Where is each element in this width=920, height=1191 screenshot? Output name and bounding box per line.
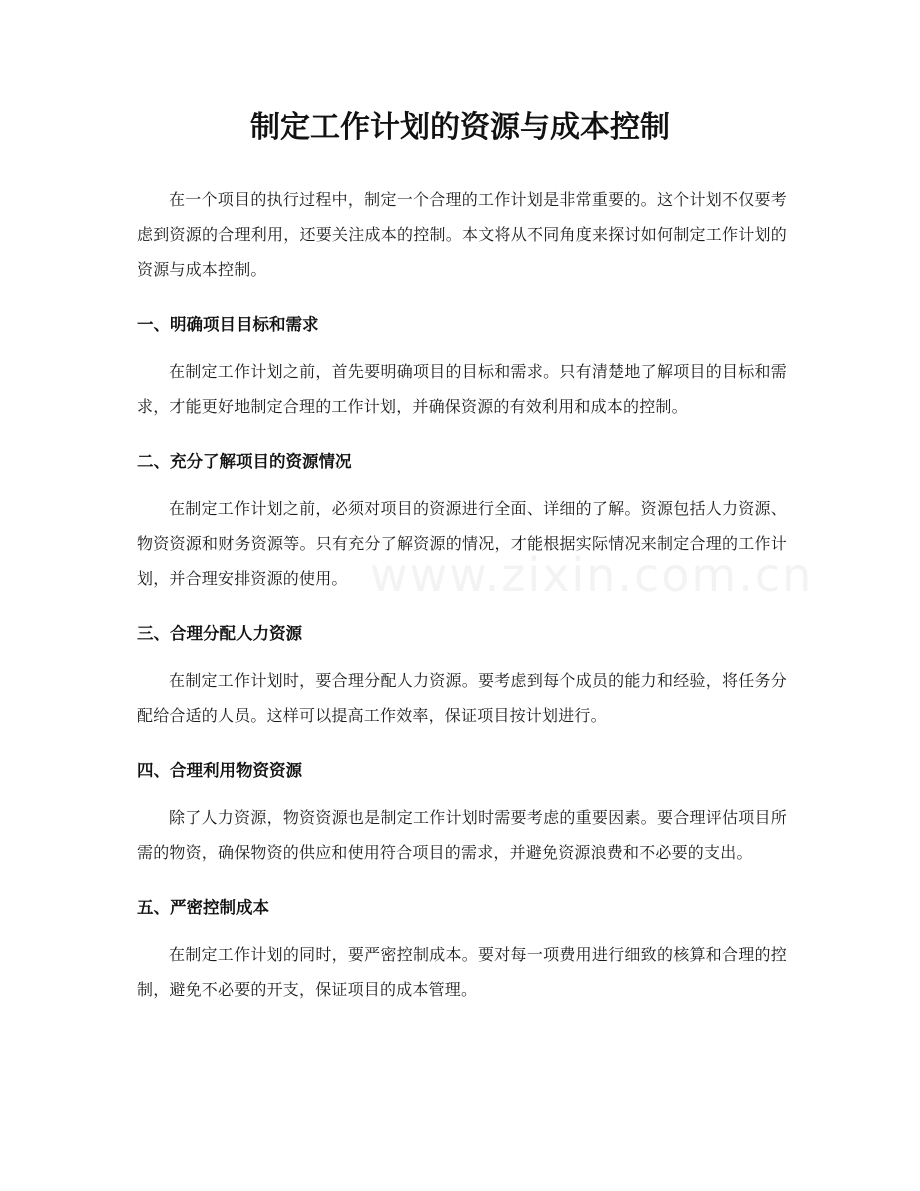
watermark: www.zixin.com.cn [370, 548, 814, 602]
intro-paragraph: 在一个项目的执行过程中，制定一个合理的工作计划是非常重要的。这个计划不仅要考虑到资源的合理利用，还要关注成本的控制。本文将从不同角度来探讨如何制定工作计划的资源与成本控制。 [137, 190, 787, 279]
section-paragraph: 除了人力资源，物资资源也是制定工作计划时需要考虑的重要因素。要合理评估项目所需的物资，确保物资的供应和使用符合项目的需求，并避免资源浪费和不必要的支出。 [137, 808, 787, 862]
section-paragraph: 在制定工作计划之前，必须对项目的资源进行全面、详细的了解。资源包括人力资源、物资资源和财务资源等。只有充分了解资源的情况，才能根据实际情况来制定合理的工作计划，并合理安排资源的使用。 [137, 499, 787, 588]
section-heading: 四、合理利用物资资源 [137, 761, 302, 780]
section-5 [137, 896, 787, 1007]
section-heading: 二、充分了解项目的资源情况 [137, 452, 352, 471]
section-4 [137, 759, 787, 870]
section-1 [137, 313, 787, 424]
section-heading: 一、明确项目目标和需求 [137, 315, 319, 334]
section-paragraph: 在制定工作计划时，要合理分配人力资源。要考虑到每个成员的能力和经验，将任务分配给合适的人员。这样可以提高工作效率，保证项目按计划进行。 [137, 671, 787, 725]
document-body [137, 182, 787, 1033]
document-title: 制定工作计划的资源与成本控制 [250, 110, 670, 145]
section-paragraph: 在制定工作计划之前，首先要明确项目的目标和需求。只有清楚地了解项目的目标和需求，才能更好地制定合理的工作计划，并确保资源的有效利用和成本的控制。 [137, 362, 787, 416]
section-heading: 五、严密控制成本 [137, 898, 269, 917]
section-paragraph: 在制定工作计划的同时，要严密控制成本。要对每一项费用进行细致的核算和合理的控制，避免不必要的开支，保证项目的成本管理。 [137, 945, 787, 999]
section-2 [137, 450, 787, 596]
section-3 [137, 622, 787, 733]
section-heading: 三、合理分配人力资源 [137, 624, 302, 643]
